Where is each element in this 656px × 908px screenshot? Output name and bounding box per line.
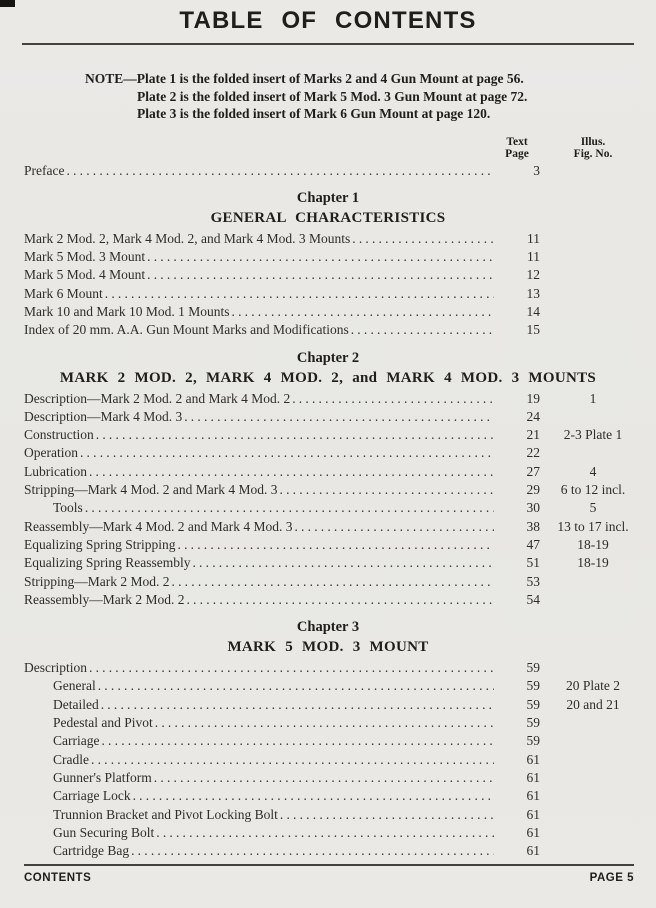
- dot-leader: [99, 697, 494, 713]
- dot-leader: [99, 733, 494, 749]
- chapter-entry-rows: [0, 391, 656, 611]
- dot-leader: [190, 555, 494, 571]
- dot-leader: [64, 163, 494, 179]
- text-page-number: 24: [526, 408, 540, 424]
- text-page-number: 59: [526, 696, 540, 712]
- text-page-number: 61: [526, 788, 540, 804]
- text-page-number: 38: [526, 518, 540, 534]
- entry-label: Construction: [24, 427, 94, 443]
- dot-leader: [153, 715, 494, 731]
- entry-label: Description: [24, 660, 87, 676]
- text-page-number: 51: [526, 555, 540, 571]
- text-page-number: 59: [526, 715, 540, 731]
- toc-entry-row: [24, 678, 646, 696]
- entry-label: Trunnion Bracket and Pivot Locking Bolt: [53, 806, 278, 822]
- text-page-number: 59: [526, 678, 540, 694]
- note-block: [85, 70, 656, 123]
- entry-label: Stripping—Mark 4 Mod. 2 and Mark 4 Mod. 3: [24, 482, 278, 498]
- entry-label: Cradle: [53, 751, 89, 767]
- chapter-heading: Chapter 2: [296, 349, 360, 366]
- text-page-number: 13: [526, 285, 540, 301]
- text-page-number: 30: [526, 500, 540, 516]
- toc-entry-row: [24, 519, 646, 537]
- toc-entry-row: [24, 715, 646, 733]
- text-page-number: 21: [526, 427, 540, 443]
- entry-label: Equalizing Spring Reassembly: [24, 555, 191, 571]
- text-page-number: 61: [526, 769, 540, 785]
- toc-entry-row: [24, 574, 646, 592]
- dot-leader: [145, 249, 494, 265]
- entry-label: Lubrication: [24, 463, 87, 479]
- note-line-3: Plate 3 is the folded insert of Mark 6 Gun Mount at page 120.: [137, 106, 491, 121]
- illus-fig-number: 5: [589, 500, 597, 516]
- dot-leader: [349, 322, 494, 338]
- dot-leader: [83, 500, 494, 516]
- front-matter-rows: [0, 163, 656, 181]
- dot-leader: [278, 482, 495, 498]
- entry-label: Carriage: [53, 733, 100, 749]
- text-page-number: 61: [526, 751, 540, 767]
- text-page-column-header: [494, 136, 540, 161]
- toc-entry-row: [24, 322, 646, 340]
- dot-leader: [145, 267, 494, 283]
- dot-leader: [290, 391, 494, 407]
- illus-fig-number: 13 to 17 incl.: [557, 518, 629, 534]
- dot-leader: [89, 752, 494, 768]
- toc-entry-row: [24, 788, 646, 806]
- chapter-section: [0, 617, 656, 861]
- toc-entry-row: [24, 391, 646, 409]
- text-page-number: 59: [526, 733, 540, 749]
- text-page-number: 22: [526, 445, 540, 461]
- text-page-number: 3: [533, 162, 540, 178]
- entry-label: Reassembly—Mark 2 Mod. 2: [24, 591, 185, 607]
- toc-entry-row: [24, 427, 646, 445]
- dot-leader: [129, 843, 494, 859]
- illus-fig-number: 4: [589, 463, 597, 479]
- toc-entry-row: [24, 660, 646, 678]
- text-page-number: 12: [526, 267, 540, 283]
- toc-entry-row: [24, 555, 646, 573]
- text-page-number: 11: [527, 230, 540, 246]
- toc-entry-row: [24, 843, 646, 861]
- dot-leader: [292, 519, 494, 535]
- dot-leader: [182, 409, 494, 425]
- page-title: TABLE OF CONTENTS: [179, 7, 477, 34]
- dot-leader: [96, 678, 494, 694]
- toc-entry-row: [24, 464, 646, 482]
- entry-label: Mark 5 Mod. 4 Mount: [24, 267, 146, 283]
- illus-header-line2: Fig. No.: [573, 148, 613, 160]
- entry-label: Mark 2 Mod. 2, Mark 4 Mod. 2, and Mark 4 Mod. 3 Mounts: [24, 230, 351, 246]
- entry-label: Mark 6 Mount: [24, 285, 103, 301]
- dot-leader: [87, 660, 494, 676]
- text-page-number: 29: [526, 482, 540, 498]
- text-page-number: 15: [526, 322, 540, 338]
- illus-fig-number: 2-3 Plate 1: [563, 427, 623, 443]
- toc-entry-row: [24, 249, 646, 267]
- entry-label: Tools: [53, 500, 83, 516]
- chapter-heading: Chapter 3: [296, 619, 360, 636]
- text-page-number: 14: [526, 303, 540, 319]
- text-page-header-line2: Page: [505, 148, 529, 160]
- chapter-title: GENERAL CHARACTERISTICS: [210, 209, 446, 226]
- illus-column-header: [540, 136, 646, 161]
- entry-label: Reassembly—Mark 4 Mod. 2 and Mark 4 Mod. 3: [24, 518, 293, 534]
- entry-label: Pedestal and Pivot: [53, 715, 153, 731]
- entry-label: Preface: [24, 162, 65, 178]
- text-page-number: 11: [527, 249, 540, 265]
- entry-label: Index of 20 mm. A.A. Gun Mount Marks and Modifications: [24, 322, 349, 338]
- title-rule: [22, 43, 634, 45]
- chapter-entry-rows: [0, 660, 656, 861]
- entry-label: Detailed: [53, 696, 99, 712]
- toc-entry-row: [24, 445, 646, 463]
- toc-entry-row: [24, 752, 646, 770]
- dot-leader: [230, 304, 495, 320]
- note-line-2: Plate 2 is the folded insert of Mark 5 Mod. 3 Gun Mount at page 72.: [137, 88, 528, 104]
- entry-label: Stripping—Mark 2 Mod. 2: [24, 573, 170, 589]
- text-page-number: 61: [526, 843, 540, 859]
- entry-label: Description—Mark 2 Mod. 2 and Mark 4 Mod. 2: [24, 390, 291, 406]
- toc-entry-row: [24, 697, 646, 715]
- illus-fig-number: 20 Plate 2: [566, 678, 620, 694]
- chapter-entry-rows: [0, 231, 656, 341]
- entry-label: Gun Securing Bolt: [53, 824, 155, 840]
- illus-fig-number: 18-19: [577, 536, 609, 552]
- text-page-header-line1: Text: [506, 135, 528, 148]
- dot-leader: [154, 825, 494, 841]
- chapter-section: [0, 348, 656, 611]
- footer-page-number: PAGE 5: [589, 872, 634, 884]
- entry-label: Operation: [24, 445, 78, 461]
- scan-artifact: [0, 0, 15, 7]
- column-header-spacer: [24, 136, 494, 161]
- dot-leader: [78, 445, 494, 461]
- illus-fig-number: 1: [589, 390, 597, 406]
- entry-label: Gunner's Platform: [53, 769, 152, 785]
- column-headers: [24, 136, 646, 161]
- toc-entry-row: [24, 733, 646, 751]
- toc-entry-row: [24, 537, 646, 555]
- entry-label: Cartridge Bag: [53, 843, 130, 859]
- dot-leader: [278, 807, 494, 823]
- text-page-number: 19: [526, 390, 540, 406]
- illus-header-line1: Illus.: [580, 135, 606, 148]
- footer-contents-label: CONTENTS: [24, 872, 92, 884]
- illus-fig-number: 20 and 21: [566, 696, 620, 712]
- dot-leader: [350, 231, 494, 247]
- toc-entry-row: [24, 807, 646, 825]
- toc-entry-row: [24, 409, 646, 427]
- dot-leader: [152, 770, 494, 786]
- text-page-number: 47: [526, 536, 540, 552]
- chapter-heading: Chapter 1: [296, 189, 360, 206]
- entry-label: Equalizing Spring Stripping: [24, 536, 176, 552]
- chapter-title: MARK 2 MOD. 2, MARK 4 MOD. 2, and MARK 4 MOD. 3 MOUNTS: [59, 369, 597, 386]
- text-page-number: 27: [526, 463, 540, 479]
- entry-label: Description—Mark 4 Mod. 3: [24, 408, 183, 424]
- dot-leader: [103, 286, 494, 302]
- dot-leader: [94, 427, 494, 443]
- entry-label: Mark 5 Mod. 3 Mount: [24, 249, 146, 265]
- page-footer: [24, 864, 634, 884]
- toc-entry-row: [24, 163, 646, 181]
- chapters-container: [0, 188, 656, 862]
- toc-entry-row: [24, 770, 646, 788]
- dot-leader: [131, 788, 494, 804]
- chapter-section: [0, 188, 656, 341]
- toc-entry-row: [24, 500, 646, 518]
- toc-entry-row: [24, 267, 646, 285]
- text-page-number: 61: [526, 806, 540, 822]
- dot-leader: [176, 537, 495, 553]
- text-page-number: 61: [526, 824, 540, 840]
- entry-label: Mark 10 and Mark 10 Mod. 1 Mounts: [24, 303, 230, 319]
- dot-leader: [170, 574, 494, 590]
- text-page-number: 54: [526, 591, 540, 607]
- toc-entry-row: [24, 231, 646, 249]
- illus-fig-number: 18-19: [577, 555, 609, 571]
- toc-entry-row: [24, 286, 646, 304]
- note-line-1: NOTE—Plate 1 is the folded insert of Marks 2 and 4 Gun Mount at page 56.: [85, 71, 524, 86]
- dot-leader: [87, 464, 494, 480]
- illus-fig-number: 6 to 12 incl.: [560, 482, 626, 498]
- chapter-title: MARK 5 MOD. 3 MOUNT: [227, 639, 429, 656]
- toc-entry-row: [24, 592, 646, 610]
- text-page-number: 59: [526, 660, 540, 676]
- text-page-number: 53: [526, 573, 540, 589]
- entry-label: Carriage Lock: [53, 788, 131, 804]
- entry-label: General: [53, 678, 96, 694]
- toc-entry-row: [24, 482, 646, 500]
- dot-leader: [184, 592, 494, 608]
- toc-entry-row: [24, 825, 646, 843]
- toc-entry-row: [24, 304, 646, 322]
